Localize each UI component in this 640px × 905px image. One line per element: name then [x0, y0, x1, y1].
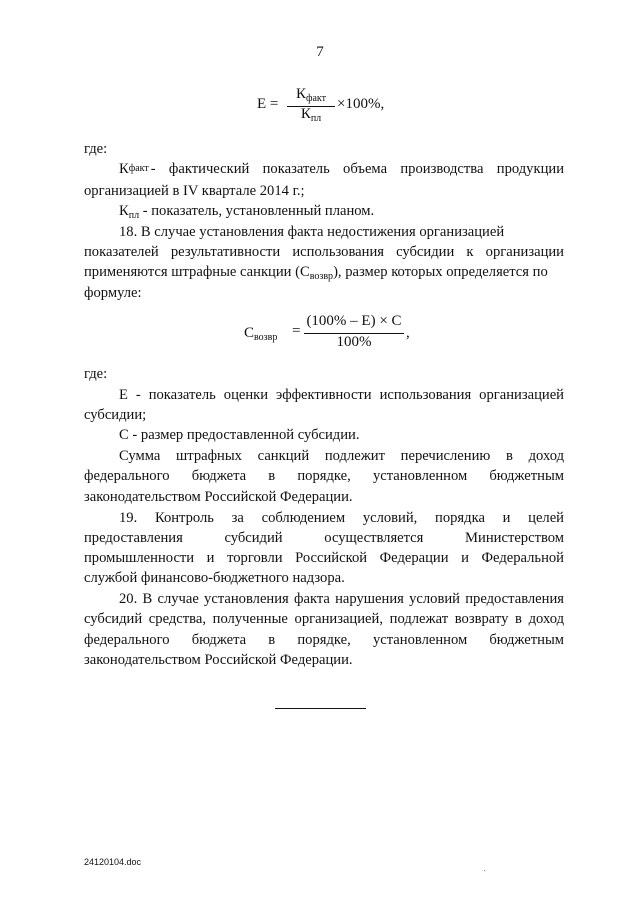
definition-c: С - размер предоставленной субсидии.	[119, 427, 360, 443]
definition-kfact: К факт - фактический показатель объема производства продукции	[119, 161, 564, 177]
paragraph-sum-line2: федерального бюджета в порядке, установленном бюджетным	[84, 468, 564, 484]
paragraph-18-line3: применяются штрафные санкции $(С_{возвр})$, размер которых определяется по	[84, 264, 548, 282]
paragraph-19-line4: службой финансово-бюджетного надзора.	[84, 570, 345, 586]
scan-speck	[484, 870, 485, 871]
paragraph-18-line4: формуле:	[84, 285, 142, 301]
paragraph-18-line2: показателей результативности использования субсидии к организации	[84, 244, 564, 260]
paragraph-19-line1: 19. Контроль за соблюдением условий, порядка и целей	[119, 510, 564, 526]
formula-efficiency	[257, 86, 397, 126]
paragraph-20-line1: 20. В случае установления факта нарушения условий предоставления	[119, 591, 564, 607]
definition-e-line1: Е - показатель оценки эффективности использования организацией	[119, 387, 564, 403]
paragraph-sum-line3: законодательством Российской Федерации.	[84, 489, 353, 505]
formula2-equals: =	[292, 323, 301, 339]
definition-kfact-cont: организацией в IV квартале 2014 г.;	[84, 183, 305, 199]
file-name-footer: 24120104.doc	[84, 857, 142, 867]
paragraph-20-line2: субсидий средства, полученные организацией, подлежат возврату в доход	[84, 611, 564, 627]
paragraph-20-line4: законодательством Российской Федерации.	[84, 652, 353, 668]
definition-e-line2: субсидии;	[84, 407, 147, 423]
end-of-document-rule	[275, 708, 366, 709]
paragraph-18-line1: 18. В случае установления факта недостижения организацией	[119, 224, 505, 240]
definition-kpl: $К_{пл}$ - показатель, установленный планом.	[119, 203, 375, 221]
formula1-numerator: $К_{факт}$	[295, 86, 327, 104]
formula1-rhs: ×100%,	[337, 96, 385, 112]
page-number: 7	[316, 44, 324, 60]
formula1-denominator: $К_{пл}$	[300, 106, 322, 124]
formula-penalty	[244, 313, 414, 355]
where-label-2: где:	[84, 366, 108, 382]
paragraph-19-line3: промышленности и торговли Российской Федерации и Федеральной	[84, 550, 564, 566]
paragraph-19-line2: предоставления субсидий осуществляется Министерством	[84, 530, 564, 546]
where-label-1: где:	[84, 141, 108, 157]
formula2-lhs: $С_{возвр}$	[244, 325, 278, 343]
formula1-lhs: E =	[257, 96, 279, 112]
paragraph-sum-line1: Сумма штрафных санкций подлежит перечислению в доход	[119, 448, 564, 464]
formula2-trail: ,	[406, 325, 410, 341]
formula2-denominator: 100%	[336, 334, 372, 350]
paragraph-20-line3: федерального бюджета в порядке, установленном бюджетным	[84, 632, 564, 648]
formula2-numerator: (100% – Е) × С	[306, 313, 402, 329]
